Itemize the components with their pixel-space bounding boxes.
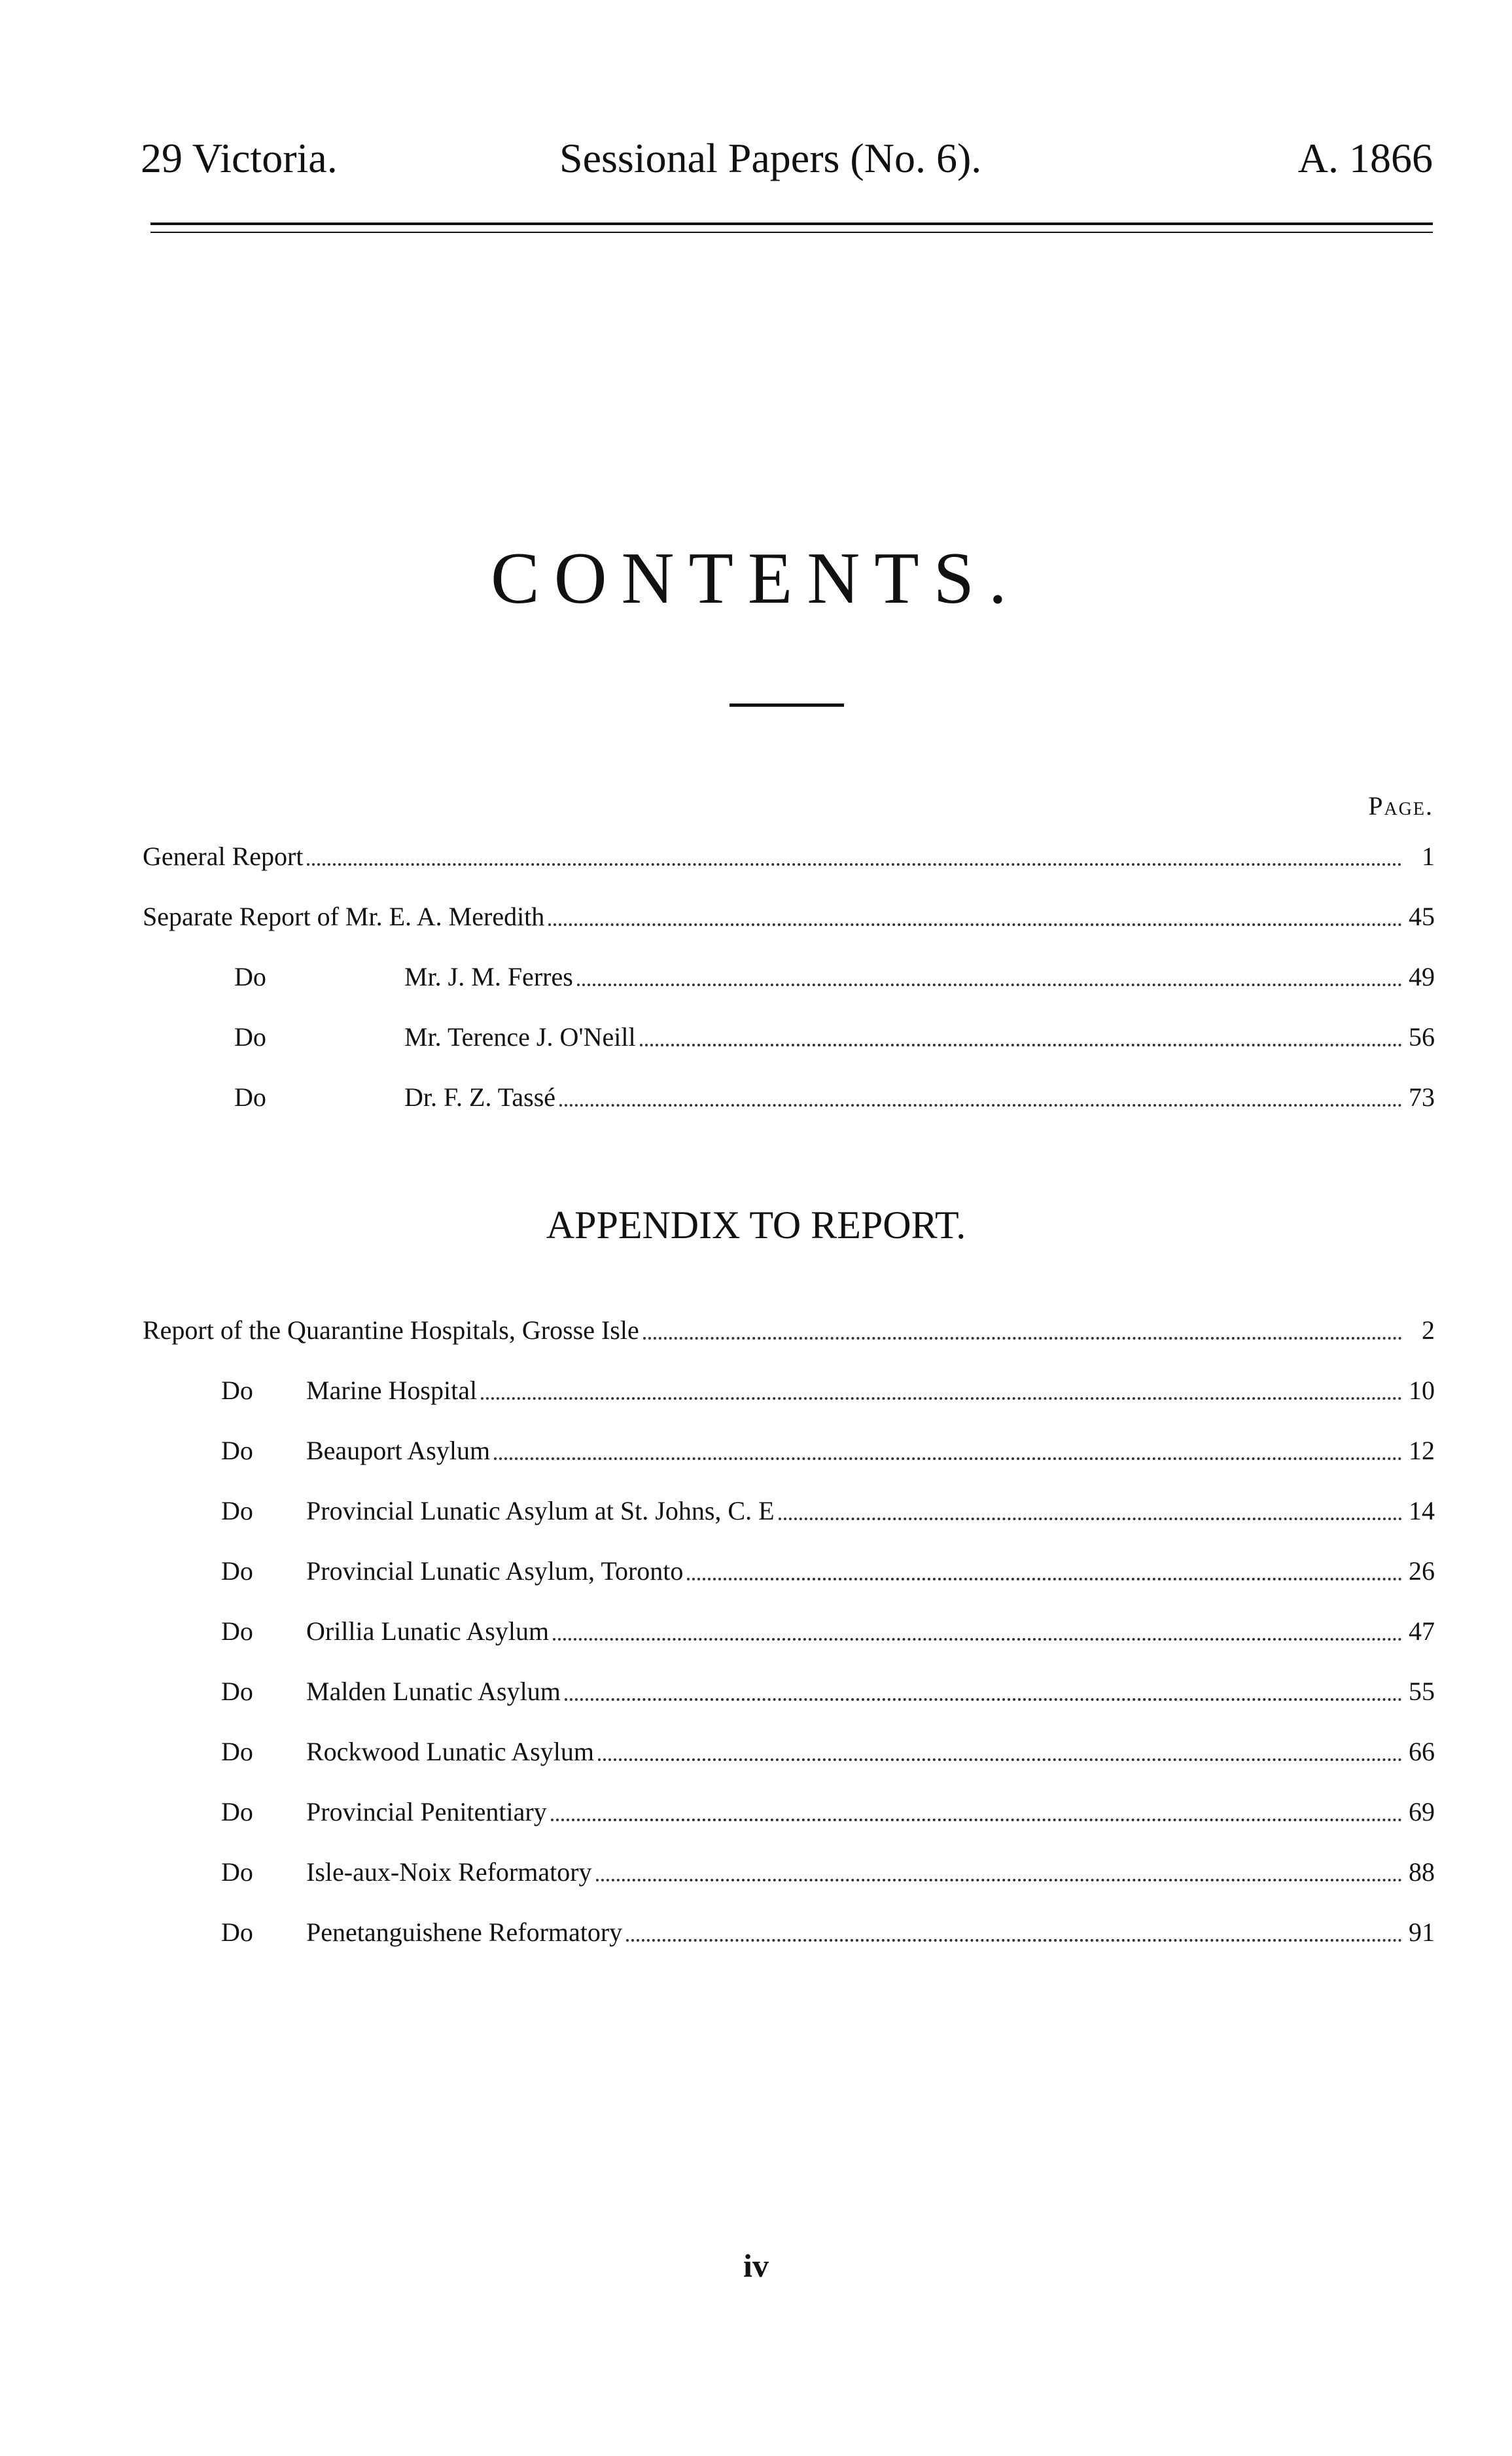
dot-leader [596,1879,1402,1881]
entry-label: Rockwood Lunatic Asylum [306,1737,594,1766]
dot-leader [626,1939,1402,1942]
header-right: A. 1866 [1297,135,1433,181]
entry-page: 73 [1409,1082,1435,1112]
entry-page: 55 [1409,1677,1435,1706]
entry-prefix: Do [234,1082,266,1112]
entry-label: Report of the Quarantine Hospitals, Grosse Isle [143,1315,639,1345]
entry-page: 47 [1409,1616,1435,1646]
entry-prefix: Do [221,1917,253,1947]
entry-page: 56 [1409,1022,1435,1052]
entry-prefix: Do [221,1376,253,1405]
entry-label: Orillia Lunatic Asylum [306,1616,550,1646]
dot-leader [565,1698,1402,1701]
dot-leader [494,1457,1402,1460]
entry-prefix: Do [234,1022,266,1052]
entry-page: 91 [1409,1917,1435,1947]
contents-entry [143,1082,1435,1121]
appendix-entry [143,1616,1435,1655]
contents-entry [143,901,1435,940]
entry-label: Provincial Lunatic Asylum, Toronto [306,1556,684,1586]
appendix-entry [143,1375,1435,1414]
entry-page: 88 [1409,1857,1435,1887]
entry-label: Malden Lunatic Asylum [306,1677,561,1706]
dot-leader [577,984,1402,986]
title-divider [730,703,844,707]
entry-page: 26 [1409,1556,1435,1586]
appendix-entry [143,1676,1435,1715]
entry-prefix: Do [221,1436,253,1465]
contents-entry [143,841,1435,880]
entry-label: Penetanguishene Reformatory [306,1917,623,1947]
entry-prefix: Do [221,1496,253,1525]
entry-prefix: Do [221,1556,253,1586]
entry-prefix: Do [221,1677,253,1706]
contents-entry [143,1022,1435,1061]
entry-page: 49 [1409,962,1435,991]
appendix-entry [143,1315,1435,1354]
running-header [141,134,1433,187]
entry-page: 14 [1409,1496,1435,1525]
page-column-heading: Page. [1368,791,1433,821]
appendix-entry [143,1736,1435,1775]
entry-label: Isle-aux-Noix Reformatory [306,1857,592,1887]
header-rule-secondary [150,232,1433,233]
dot-leader [551,1819,1402,1821]
entry-label: Mr. Terence J. O'Neill [404,1022,636,1052]
entry-page: 10 [1409,1376,1435,1405]
entry-label: Separate Report of Mr. E. A. Meredith [143,902,545,931]
entry-label: Provincial Penitentiary [306,1797,547,1826]
entry-page: 1 [1422,842,1435,871]
dot-leader [598,1758,1402,1761]
entry-label: Mr. J. M. Ferres [404,962,573,991]
dot-leader [307,863,1402,866]
header-rule [150,222,1433,225]
header-center: Sessional Papers (No. 6). [559,135,982,181]
appendix-entry [143,1796,1435,1836]
entry-prefix: Do [221,1797,253,1826]
entry-label: General Report [143,842,304,871]
entry-prefix: Do [221,1616,253,1646]
entry-page: 69 [1409,1797,1435,1826]
appendix-entry [143,1495,1435,1535]
appendix-entry [143,1435,1435,1474]
entry-label: Dr. F. Z. Tassé [404,1082,556,1112]
appendix-entry [143,1556,1435,1595]
dot-leader [643,1337,1402,1340]
dot-leader [481,1397,1402,1400]
dot-leader [559,1104,1402,1107]
appendix-entry [143,1917,1435,1956]
page-title: CONTENTS. [491,538,1021,619]
dot-leader [553,1638,1402,1641]
dot-leader [548,923,1402,926]
dot-leader [779,1518,1402,1520]
entry-page: 45 [1409,902,1435,931]
dot-leader [640,1044,1402,1046]
entry-label: Marine Hospital [306,1376,478,1405]
entry-prefix: Do [221,1737,253,1766]
entry-page: 66 [1409,1737,1435,1766]
entry-prefix: Do [221,1857,253,1887]
header-left: 29 Victoria. [141,135,338,181]
contents-entry [143,961,1435,1001]
entry-label: Provincial Lunatic Asylum at St. Johns, C. E [306,1496,775,1525]
entry-prefix: Do [234,962,266,991]
dot-leader [687,1578,1402,1580]
entry-label: Beauport Asylum [306,1436,491,1465]
appendix-entry [143,1857,1435,1896]
page-number: iv [743,2247,769,2284]
entry-page: 12 [1409,1436,1435,1465]
entry-page: 2 [1422,1315,1435,1345]
appendix-title: APPENDIX TO REPORT. [546,1203,966,1247]
